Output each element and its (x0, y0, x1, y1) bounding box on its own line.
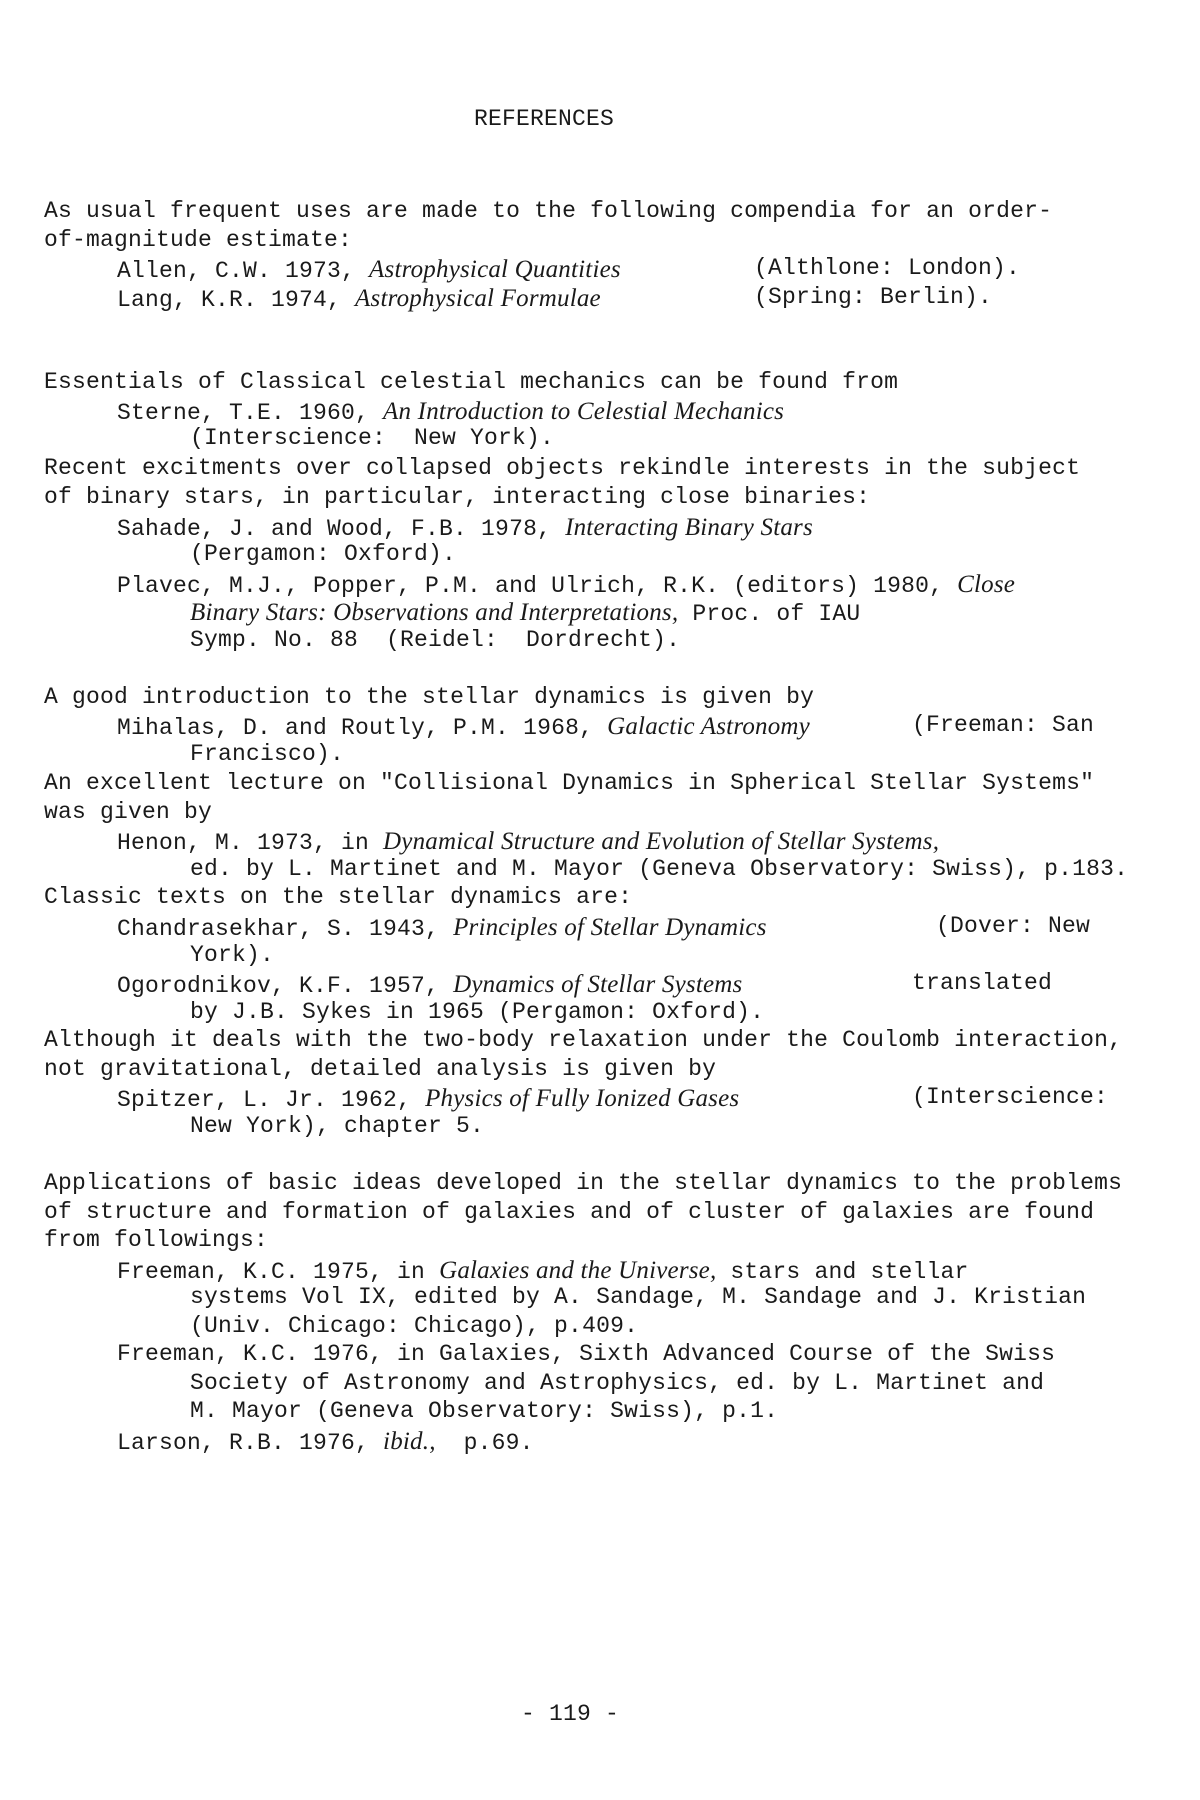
ref-editors: Society of Astronomy and Astrophysics, ed. by L. Martinet and (190, 1370, 1045, 1396)
ref-title: Galactic Astronomy (607, 713, 810, 740)
ref-author: Ogorodnikov, K.F. 1957, (117, 973, 454, 999)
ref-publisher: (Interscience: (912, 1084, 1109, 1110)
ref-publisher: Francisco). (190, 741, 345, 767)
ref-publisher: (Spring: Berlin). (754, 284, 993, 310)
paragraph-line: Recent excitments over collapsed objects rekindle interests in the subject (44, 455, 1081, 481)
paragraph-line: Applications of basic ideas developed in the stellar dynamics to the problems (44, 1170, 1123, 1196)
ref-author: Chandrasekhar, S. 1943, (117, 916, 454, 942)
ref-publisher: (Univ. Chicago: Chicago), p.409. (190, 1313, 639, 1339)
reference-allen (117, 257, 621, 283)
ref-publisher: by J.B. Sykes in 1965 (Pergamon: Oxford). (190, 999, 765, 1025)
paragraph-line: A good introduction to the stellar dynamics is given by (44, 684, 815, 710)
ref-title: Astrophysical Formulae (355, 285, 601, 312)
ref-author: Lang, K.R. 1974, (117, 287, 356, 313)
reference-freeman-1976: Freeman, K.C. 1976, in Galaxies, Sixth Advanced Course of the Swiss (117, 1341, 1056, 1367)
paragraph-line: Classic texts on the stellar dynamics are: (44, 884, 633, 910)
paragraph-line: Essentials of Classical celestial mechanics can be found from (44, 369, 899, 395)
reference-lang (117, 286, 601, 312)
ref-author: Plavec, M.J., Popper, P.M. and Ulrich, R.K. (editors) 1980, (117, 573, 958, 599)
reference-sterne (117, 399, 784, 425)
ref-publisher: New York), chapter 5. (190, 1113, 485, 1139)
ref-author: Freeman, K.C. 1975, in (117, 1259, 440, 1285)
paragraph-line: As usual frequent uses are made to the following compendia for an order- (44, 198, 1053, 224)
reference-plavec (117, 572, 1015, 598)
ref-title: ibid., (383, 1428, 436, 1455)
reference-mihalas (117, 714, 810, 740)
ref-publisher: Symp. No. 88 (Reidel: Dordrecht). (190, 627, 681, 653)
ref-title: Principles of Stellar Dynamics (453, 914, 767, 941)
reference-henon (117, 829, 939, 855)
reference-larson (117, 1429, 534, 1455)
paragraph-line: An excellent lecture on "Collisional Dynamics in Spherical Stellar Systems" (44, 770, 1095, 796)
ref-publisher: (Freeman: San (912, 712, 1095, 738)
ref-title: An Introduction to Celestial Mechanics (383, 398, 785, 425)
ref-note: translated (912, 970, 1053, 996)
ref-title: Physics of Fully Ionized Gases (425, 1085, 740, 1112)
ref-author: Mihalas, D. and Routly, P.M. 1968, (117, 715, 608, 741)
ref-title: Galaxies and the Universe, (439, 1257, 717, 1284)
reference-freeman-1975 (117, 1258, 968, 1284)
ref-publisher: (Althlone: London). (754, 255, 1021, 281)
paragraph-line: from followings: (44, 1227, 269, 1253)
ref-author: Larson, R.B. 1976, (117, 1430, 384, 1456)
reference-ogorodnikov (117, 972, 742, 998)
ref-title: Astrophysical Quantities (369, 256, 621, 283)
reference-sahade (117, 515, 813, 541)
ref-title: Dynamics of Stellar Systems (453, 971, 743, 998)
ref-publisher: ed. by L. Martinet and M. Mayor (Geneva Observatory: Swiss), p.183. (190, 856, 1129, 882)
ref-author: Allen, C.W. 1973, (117, 258, 370, 284)
ref-publisher: York). (190, 942, 275, 968)
ref-title: Dynamical Structure and Evolution of Stellar Systems, (383, 828, 940, 855)
reference-spitzer (117, 1086, 739, 1112)
ref-title: Close (957, 571, 1016, 598)
paragraph-line: Although it deals with the two-body relaxation under the Coulomb interaction, (44, 1027, 1123, 1053)
ref-author: Sahade, J. and Wood, F.B. 1978, (117, 516, 566, 542)
ref-author: Sterne, T.E. 1960, (117, 400, 384, 426)
ref-author: Henon, M. 1973, in (117, 830, 384, 856)
paragraph-line: not gravitational, detailed analysis is given by (44, 1056, 717, 1082)
ref-publisher: (Interscience: New York). (190, 425, 555, 451)
ref-page: p.69. (435, 1430, 534, 1456)
reference-plavec-cont (190, 600, 860, 626)
paragraph-line: was given by (44, 799, 213, 825)
ref-publisher: (Pergamon: Oxford). (190, 541, 457, 567)
ref-title: Binary Stars: Observations and Interpretations, (190, 599, 679, 626)
ref-publisher: M. Mayor (Geneva Observatory: Swiss), p.1. (190, 1398, 779, 1424)
ref-editors: systems Vol IX, edited by A. Sandage, M. Sandage and J. Kristian (190, 1284, 1087, 1310)
ref-proceedings: Proc. of IAU (678, 601, 861, 627)
paragraph-line: of binary stars, in particular, interacting close binaries: (44, 484, 871, 510)
paragraph-line: of-magnitude estimate: (44, 227, 353, 253)
ref-title: Interacting Binary Stars (565, 514, 813, 541)
page-title: REFERENCES (473, 106, 615, 132)
ref-series: stars and stellar (716, 1259, 969, 1285)
ref-author: Spitzer, L. Jr. 1962, (117, 1087, 426, 1113)
ref-publisher: (Dover: New (936, 913, 1091, 939)
page-number: - 119 - (520, 1701, 620, 1727)
paragraph-line: of structure and formation of galaxies and of cluster of galaxies are found (44, 1199, 1095, 1225)
reference-chandrasekhar (117, 915, 767, 941)
